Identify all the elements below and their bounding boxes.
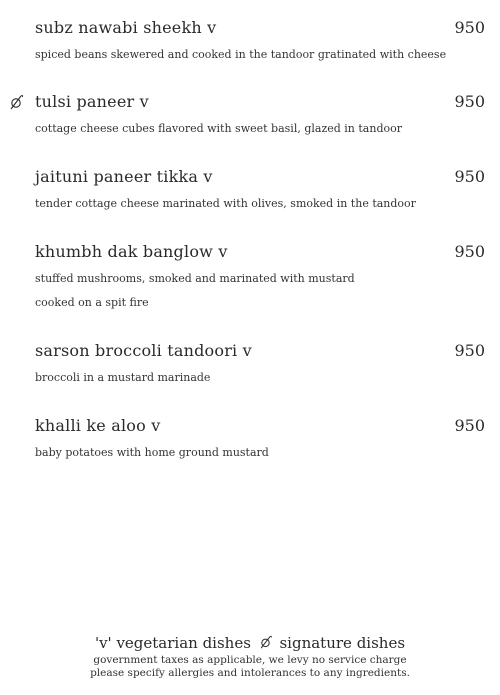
- item-description: [35, 441, 475, 465]
- item-price: 950: [454, 92, 485, 111]
- item-name: khalli ke aloo v: [35, 416, 161, 435]
- item-description-line: cooked on a spit fire: [35, 296, 149, 309]
- item-description-line: spiced beans skewered and cooked in the tandoor gratinated with cheese: [35, 48, 447, 61]
- item-description: [35, 117, 475, 141]
- item-price: 950: [454, 416, 485, 435]
- item-name: jaituni paneer tikka v: [35, 167, 213, 186]
- item-description-line: tender cottage cheese marinated with olives, smoked in the tandoor: [35, 197, 416, 210]
- item-price: 950: [454, 18, 485, 37]
- legend-signature: signature dishes: [279, 634, 406, 652]
- item-price: 950: [454, 167, 485, 186]
- menu-footer: [0, 632, 500, 680]
- legend-vegetarian: 'v' vegetarian dishes: [94, 634, 251, 652]
- item-description: [35, 366, 475, 390]
- item-name: sarson broccoli tandoori v: [35, 341, 252, 360]
- item-price: 950: [454, 341, 485, 360]
- taxes-note: government taxes as applicable, we levy no service charge: [93, 654, 407, 666]
- signature-icon: [8, 93, 24, 111]
- signature-icon: [258, 634, 273, 650]
- allergies-note: please specify allergies and intolerances to any ingredients.: [90, 667, 410, 679]
- item-description-line: baby potatoes with home ground mustard: [35, 446, 269, 459]
- item-name: subz nawabi sheekh v: [35, 18, 217, 37]
- item-description-line: broccoli in a mustard marinade: [35, 371, 211, 384]
- item-name: khumbh dak banglow v: [35, 242, 228, 261]
- item-description: [35, 43, 475, 67]
- legend: [0, 632, 500, 654]
- item-description: [35, 192, 475, 216]
- item-description-line: cottage cheese cubes flavored with sweet basil, glazed in tandoor: [35, 122, 402, 135]
- item-name: tulsi paneer v: [35, 92, 149, 111]
- item-description: [35, 267, 475, 315]
- item-description-line: stuffed mushrooms, smoked and marinated with mustard: [35, 272, 355, 285]
- item-price: 950: [454, 242, 485, 261]
